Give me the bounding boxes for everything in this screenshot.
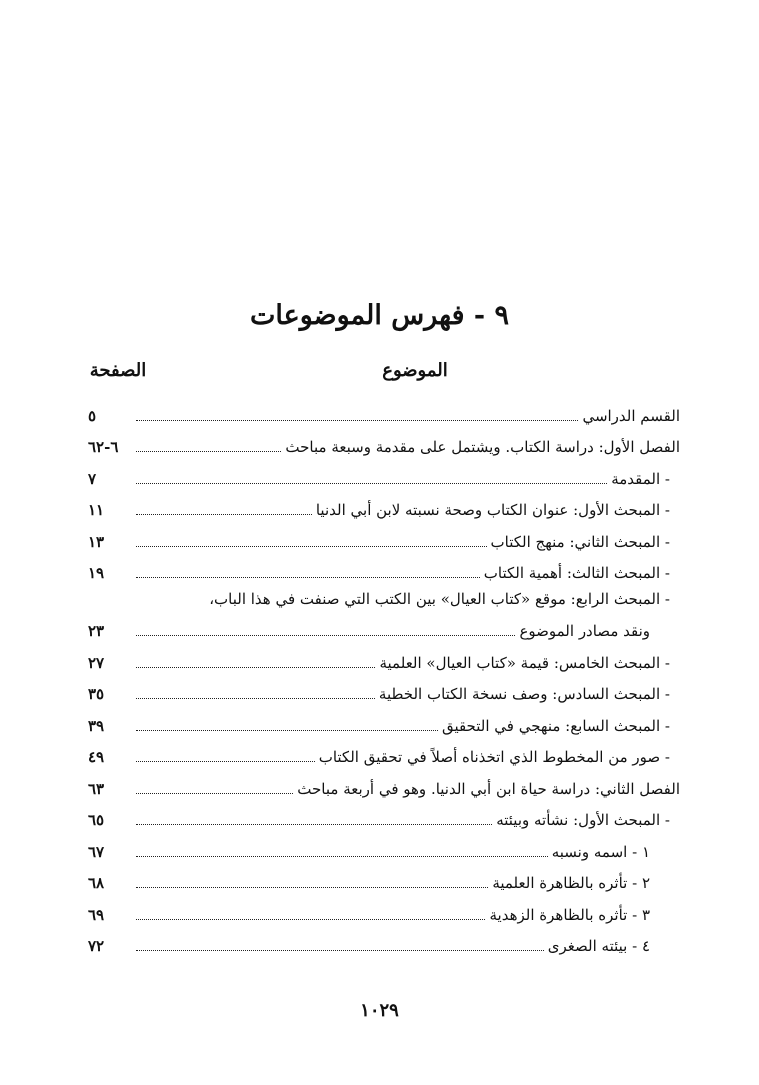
column-header-page: الصفحة bbox=[89, 360, 147, 381]
toc-entry-text: - المبحث السابع: منهجي في التحقيق bbox=[441, 716, 670, 735]
toc-entry-page: ٣٩ bbox=[88, 716, 105, 735]
toc-entry bbox=[88, 642, 680, 674]
toc-entry bbox=[88, 800, 680, 832]
toc-entry-page: ٢٧ bbox=[88, 653, 105, 672]
toc-entry bbox=[88, 674, 680, 706]
leader-dots bbox=[136, 635, 515, 636]
toc-entry-text: - المبحث السادس: وصف نسخة الكتاب الخطية bbox=[378, 685, 670, 703]
toc-entry bbox=[88, 458, 680, 490]
leader-dots bbox=[136, 856, 548, 857]
toc-entry bbox=[88, 768, 680, 800]
toc-entry bbox=[88, 584, 680, 610]
toc-entry bbox=[88, 926, 680, 958]
leader-dots bbox=[136, 451, 281, 452]
toc-entry bbox=[88, 831, 680, 863]
toc-entry-page: ٦-٦٢ bbox=[88, 438, 119, 456]
leader-dots bbox=[136, 950, 544, 951]
toc-entry bbox=[88, 490, 680, 522]
leader-dots bbox=[136, 514, 312, 515]
toc-entry bbox=[88, 610, 680, 642]
toc-entry-page: ٧٢ bbox=[88, 937, 105, 955]
toc-entry-page: ٦٨ bbox=[88, 874, 105, 892]
toc-entry bbox=[88, 737, 680, 769]
toc-entry-text: الفصل الثاني: دراسة حياة ابن أبي الدنيا. وهو في أربعة مباحث bbox=[297, 779, 680, 798]
toc-entry-text: القسم الدراسي bbox=[582, 406, 680, 425]
page-title: ٩ - فهرس الموضوعات bbox=[249, 300, 510, 331]
leader-dots bbox=[136, 546, 487, 547]
toc-entry-text: - المبحث الخامس: قيمة «كتاب العيال» العلمية bbox=[379, 653, 670, 672]
leader-dots bbox=[136, 919, 485, 920]
leader-dots bbox=[136, 730, 438, 731]
leader-dots bbox=[136, 793, 293, 794]
toc-entry-page: ٧ bbox=[88, 469, 97, 488]
toc-entry bbox=[88, 521, 680, 553]
leader-dots bbox=[136, 483, 607, 484]
leader-dots bbox=[136, 667, 375, 668]
toc-entry bbox=[88, 863, 680, 895]
toc-entry-page: ١٣ bbox=[88, 532, 105, 551]
leader-dots bbox=[136, 761, 315, 762]
toc-entry-text: - صور من المخطوط الذي اتخذناه أصلاً في تحقيق الكتاب bbox=[318, 748, 670, 766]
toc-entry-page: ٦٥ bbox=[88, 811, 105, 829]
table-of-contents bbox=[88, 395, 680, 957]
toc-entry-page: ٦٣ bbox=[88, 779, 105, 798]
toc-entry-page: ٦٧ bbox=[88, 842, 105, 861]
toc-entry bbox=[88, 705, 680, 737]
toc-entry bbox=[88, 553, 680, 585]
leader-dots bbox=[136, 824, 492, 825]
toc-entry bbox=[88, 395, 680, 427]
toc-entry-page: ١١ bbox=[88, 501, 105, 519]
leader-dots bbox=[136, 887, 488, 888]
toc-entry-text: - المقدمة bbox=[611, 469, 670, 488]
column-header-topic: الموضوع bbox=[382, 360, 448, 381]
leader-dots bbox=[136, 420, 578, 421]
toc-entry-text: - المبحث الثاني: منهج الكتاب bbox=[490, 532, 670, 551]
toc-entry-page: ٥ bbox=[88, 406, 97, 425]
toc-entry-text: ٣ - تأثره بالظاهرة الزهدية bbox=[489, 905, 650, 924]
toc-entry-text: ونقد مصادر الموضوع bbox=[519, 622, 650, 640]
toc-entry-page: ٤٩ bbox=[88, 748, 105, 766]
toc-entry-text: - المبحث الرابع: موقع «كتاب العيال» بين الكتب التي صنفت في هذا الباب، bbox=[209, 590, 670, 608]
toc-entry-page: ٦٩ bbox=[88, 905, 105, 924]
toc-entry-page: ١٩ bbox=[88, 564, 105, 582]
toc-entry bbox=[88, 427, 680, 459]
toc-entry-text: - المبحث الأول: نشأته وبيئته bbox=[496, 811, 670, 829]
leader-dots bbox=[136, 577, 480, 578]
toc-entry-page: ٣٥ bbox=[88, 685, 105, 703]
toc-entry-text: - المبحث الأول: عنوان الكتاب وصحة نسبته لابن أبي الدنيا bbox=[315, 501, 670, 519]
toc-entry-text: - المبحث الثالث: أهمية الكتاب bbox=[483, 564, 670, 582]
toc-entry-text: الفصل الأول: دراسة الكتاب. ويشتمل على مقدمة وسبعة مباحث bbox=[285, 438, 680, 456]
toc-entry-text: ١ - اسمه ونسبه bbox=[551, 842, 650, 861]
toc-entry bbox=[88, 894, 680, 926]
toc-entry-text: ٢ - تأثره بالظاهرة العلمية bbox=[492, 874, 650, 892]
page-number: ١٠٢٩ bbox=[360, 1000, 399, 1021]
leader-dots bbox=[136, 698, 375, 699]
toc-entry-page: ٢٣ bbox=[88, 622, 105, 640]
toc-entry-text: ٤ - بيئته الصغرى bbox=[547, 937, 650, 955]
